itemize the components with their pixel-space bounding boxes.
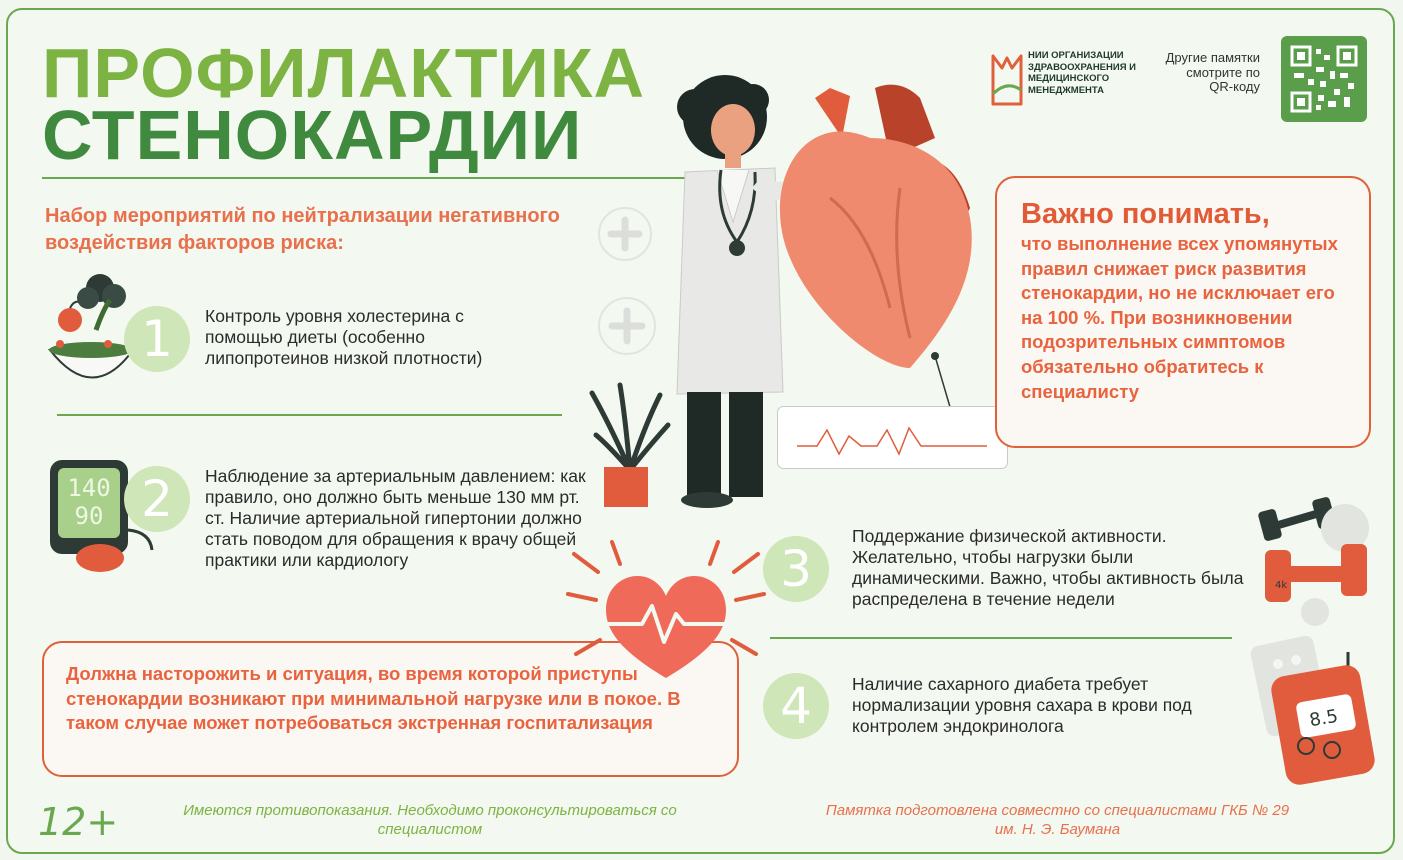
item-text-1: Контроль уровня холестерина с помощью диеты (особенно липопротеинов низкой плотности)	[205, 306, 483, 368]
age-rating: 12+	[38, 800, 119, 844]
kettlebell-label: 4k	[1275, 580, 1288, 591]
institute-logo-icon	[990, 50, 1024, 108]
qr-code-icon	[1290, 45, 1358, 113]
plus-icon	[597, 206, 653, 262]
important-text: что выполнение всех упомянутых правил снижает риск развития стенокардии, но не исключает его на 100 %. При возникновении подозрительных симптомов обязательно обратитесь к специалисту	[1021, 233, 1338, 402]
contraindication-note: Имеются противопоказания. Необходимо проконсультироваться со специалистом	[183, 802, 677, 838]
glucometer-reading: 8.5	[1307, 705, 1340, 732]
tonometer-systolic: 140	[67, 474, 111, 502]
item-divider	[770, 637, 1232, 639]
tonometer-diastolic: 90	[74, 502, 104, 530]
heart-illustration	[770, 78, 980, 378]
dumbbell-kettlebell-icon	[1255, 488, 1375, 633]
glucometer-icon	[1258, 640, 1370, 785]
heart-pulse-icon	[566, 542, 766, 682]
item-number-1: 1	[124, 306, 190, 372]
item-number-3: 3	[763, 536, 829, 602]
item-text-2: Наблюдение за артериальным давлением: как правило, оно должно быть меньше 130 мм рт. ст. Наличие артериальной гипертонии должно стать поводом для обращения к врачу общей практики или кардиологу	[205, 466, 586, 570]
plus-icon	[597, 296, 657, 356]
important-title: Важно понимать,	[1021, 198, 1270, 230]
item-text-3: Поддержание физической активности. Желательно, чтобы нагрузки были динамическими. Важно, чтобы активность была распределена в течение недели	[852, 526, 1244, 609]
warning-text: Должна насторожить и ситуация, во время которой приступы стенокардии возникают при минимальной нагрузке или в покое. В таком случае может потребоваться экстренная госпитализация	[66, 663, 681, 734]
qr-code[interactable]	[1281, 36, 1367, 122]
institute-name: НИИ ОРГАНИЗАЦИИ ЗДРАВООХРАНЕНИЯ И МЕДИЦИНСКОГО МЕНЕДЖМЕНТА	[1028, 50, 1137, 96]
title-line-1: ПРОФИЛАКТИКА	[42, 34, 646, 112]
item-divider	[57, 414, 562, 416]
ecg-card	[777, 406, 1009, 470]
item-number-4: 4	[763, 673, 829, 739]
item-text-4: Наличие сахарного диабета требует нормализации уровня сахара в крови под контролем эндокринолога	[852, 674, 1192, 736]
item-number-2: 2	[124, 466, 190, 532]
intro-text: Набор мероприятий по нейтрализации негативного воздействия факторов риска:	[45, 205, 560, 254]
title-line-2: СТЕНОКАРДИИ	[42, 96, 583, 174]
title-divider	[42, 177, 692, 179]
credits-note: Памятка подготовлена совместно со специалистами ГКБ № 29 им. Н. Э. Баумана	[825, 802, 1290, 838]
plant-icon	[590, 385, 670, 510]
qr-caption: Другие памятки смотрите по QR-коду	[1165, 50, 1260, 94]
pointer-line	[930, 352, 960, 412]
